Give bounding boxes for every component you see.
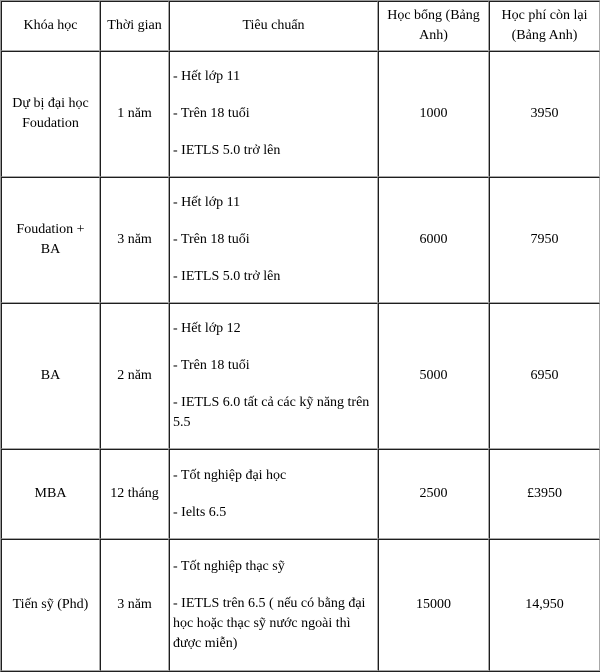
criteria-item: - Ielts 6.5 xyxy=(173,504,227,520)
criteria-item: - Hết lớp 12 xyxy=(173,321,241,336)
remaining-fee-cell: 6950 xyxy=(489,303,600,449)
header-scholarship: Học bổng (Bảng Anh) xyxy=(378,1,489,51)
criteria-item: - Tốt nghiệp đại học xyxy=(173,467,287,483)
criteria-item: - Hết lớp 11 xyxy=(173,69,241,84)
scholarship-cell: 2500 xyxy=(378,449,489,539)
criteria-cell xyxy=(169,177,378,303)
criteria-item: - IETLS 5.0 trở lên xyxy=(173,143,281,158)
header-duration: Thời gian xyxy=(100,1,169,51)
table-row xyxy=(1,51,600,177)
duration-cell: 1 năm xyxy=(100,51,169,177)
criteria-item: - Trên 18 tuổi xyxy=(173,106,250,121)
course-cell: Tiến sỹ (Phd) xyxy=(1,539,100,671)
criteria-item: - Trên 18 tuổi xyxy=(173,358,250,373)
remaining-fee-cell: £3950 xyxy=(489,449,600,539)
criteria-cell xyxy=(169,449,378,539)
criteria-item: - Trên 18 tuổi xyxy=(173,232,250,247)
criteria-item: - IETLS 6.0 tất cả các kỹ năng trên 5.5 xyxy=(173,395,370,430)
duration-cell: 3 năm xyxy=(100,539,169,671)
criteria-item: - IETLS trên 6.5 ( nếu có bằng đại học hoặc thạc sỹ nước ngoài thì được miễn) xyxy=(173,595,366,651)
criteria-cell xyxy=(169,303,378,449)
remaining-fee-cell: 14,950 xyxy=(489,539,600,671)
table-row xyxy=(1,449,600,539)
scholarship-cell: 1000 xyxy=(378,51,489,177)
course-cell: MBA xyxy=(1,449,100,539)
criteria-cell xyxy=(169,51,378,177)
course-cell: BA xyxy=(1,303,100,449)
scholarship-cell: 5000 xyxy=(378,303,489,449)
table-row xyxy=(1,303,600,449)
duration-cell: 12 tháng xyxy=(100,449,169,539)
duration-cell: 2 năm xyxy=(100,303,169,449)
table-row xyxy=(1,539,600,671)
scholarship-cell: 6000 xyxy=(378,177,489,303)
table-row xyxy=(1,177,600,303)
course-cell: Foudation + BA xyxy=(1,177,100,303)
criteria-item: - Hết lớp 11 xyxy=(173,195,241,210)
duration-cell: 3 năm xyxy=(100,177,169,303)
scholarship-cell: 15000 xyxy=(378,539,489,671)
criteria-cell xyxy=(169,539,378,671)
header-course: Khóa học xyxy=(1,1,100,51)
criteria-item: - IETLS 5.0 trở lên xyxy=(173,269,281,284)
remaining-fee-cell: 7950 xyxy=(489,177,600,303)
criteria-item: - Tốt nghiệp thạc sỹ xyxy=(173,558,285,574)
header-remaining-fee: Học phí còn lại (Bảng Anh) xyxy=(489,1,600,51)
header-row xyxy=(1,1,600,51)
header-criteria: Tiêu chuẩn xyxy=(169,1,378,51)
course-cell: Dự bị đại học Foudation xyxy=(1,51,100,177)
remaining-fee-cell: 3950 xyxy=(489,51,600,177)
